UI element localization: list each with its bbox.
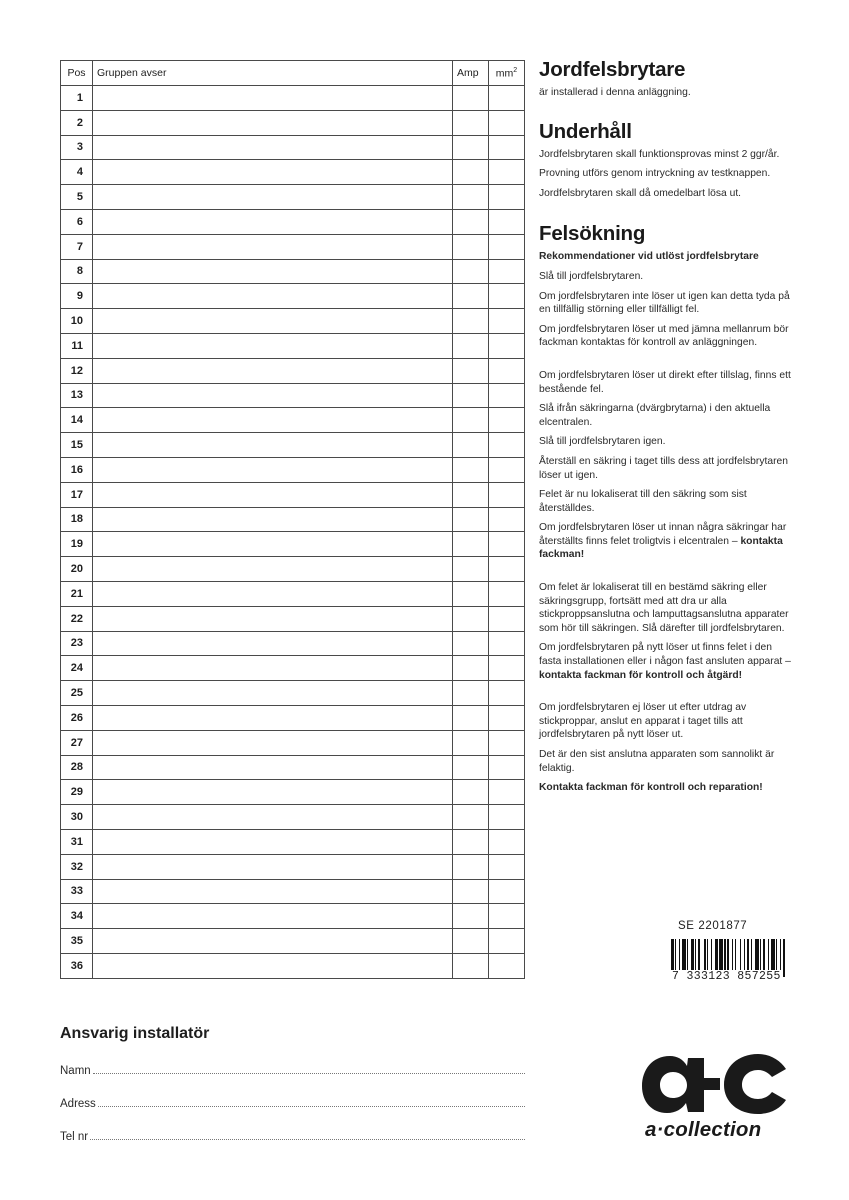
row-mm-cell[interactable] [489,383,525,408]
row-amp-cell[interactable] [453,309,489,334]
troubleshoot-p2: Om jordfelsbrytaren inte löser ut igen kan detta tyda på en tillfällig störning eller tillfälligt fel. [539,290,790,316]
installer-phone-field[interactable] [60,1127,525,1143]
maintenance-p1: Jordfelsbrytaren skall funktionsprovas minst 2 ggr/år. [539,148,780,160]
table-row [61,383,525,408]
troubleshoot-p9 [539,521,794,562]
row-pos: 32 [61,854,93,879]
row-group-cell[interactable] [93,953,453,978]
row-mm-cell[interactable] [489,309,525,334]
row-mm-cell[interactable] [489,110,525,135]
row-group-cell[interactable] [93,606,453,631]
row-mm-cell[interactable] [489,135,525,160]
table-row [61,557,525,582]
row-pos: 3 [61,135,93,160]
rcd-title: Jordfelsbrytare [539,58,686,81]
row-group-cell[interactable] [93,507,453,532]
row-amp-cell[interactable] [453,259,489,284]
troubleshoot-p4: Om jordfelsbrytaren löser ut direkt efter tillslag, finns ett bestående fel. [539,369,791,395]
row-mm-cell[interactable] [489,929,525,954]
installer-name-line[interactable] [93,1073,525,1074]
row-amp-cell[interactable] [453,681,489,706]
row-amp-cell[interactable] [453,780,489,805]
header-mm-superscript: 2 [513,66,518,74]
logo-c-shape [724,1054,786,1114]
table-row [61,681,525,706]
row-group-cell[interactable] [93,333,453,358]
row-group-cell[interactable] [93,408,453,433]
row-pos: 17 [61,482,93,507]
row-pos: 24 [61,656,93,681]
table-row [61,780,525,805]
troubleshoot-p9-text: Om jordfelsbrytaren löser ut innan några säkringar har återställts finns felet troligtvis i elcentralen – [539,522,787,547]
row-amp-cell[interactable] [453,656,489,681]
row-amp-cell[interactable] [453,482,489,507]
row-group-cell[interactable] [93,383,453,408]
table-row [61,904,525,929]
row-pos: 31 [61,829,93,854]
row-amp-cell[interactable] [453,705,489,730]
row-group-cell[interactable] [93,656,453,681]
row-pos: 26 [61,705,93,730]
table-row [61,730,525,755]
row-group-cell[interactable] [93,755,453,780]
row-pos: 36 [61,953,93,978]
table-row [61,433,525,458]
rcd-text: är installerad i denna anläggning. [539,87,691,98]
row-pos: 28 [61,755,93,780]
troubleshoot-p1: Slå till jordfelsbrytaren. [539,270,644,282]
row-mm-cell[interactable] [489,681,525,706]
row-amp-cell[interactable] [453,457,489,482]
barcode-digits [671,970,787,983]
row-amp-cell[interactable] [453,284,489,309]
row-amp-cell[interactable] [453,234,489,259]
row-group-cell[interactable] [93,805,453,830]
row-mm-cell[interactable] [489,482,525,507]
row-mm-cell[interactable] [489,507,525,532]
troubleshoot-p11 [539,641,794,682]
row-mm-cell[interactable] [489,705,525,730]
row-group-cell[interactable] [93,358,453,383]
row-mm-cell[interactable] [489,606,525,631]
table-row [61,879,525,904]
row-pos: 13 [61,383,93,408]
troubleshoot-p10: Om felet är lokaliserat till en bestämd säkring eller säkringsgrupp, fortsätt med att dra ur alla stickproppsanslutna och lamputtagsanslutna apparater som hör till säkringen. Slå därefter till jordfelsbrytaren. [539,582,789,634]
row-amp-cell[interactable] [453,904,489,929]
row-amp-cell[interactable] [453,606,489,631]
row-pos: 5 [61,185,93,210]
row-pos: 11 [61,333,93,358]
row-mm-cell[interactable] [489,532,525,557]
row-mm-cell[interactable] [489,581,525,606]
table-row [61,259,525,284]
table-row [61,482,525,507]
row-group-cell[interactable] [93,904,453,929]
row-mm-cell[interactable] [489,185,525,210]
table-row [61,829,525,854]
installer-phone-line[interactable] [90,1139,525,1140]
row-mm-cell[interactable] [489,656,525,681]
row-mm-cell[interactable] [489,631,525,656]
header-mm [489,61,525,86]
row-amp-cell[interactable] [453,532,489,557]
row-group-cell[interactable] [93,234,453,259]
row-group-cell[interactable] [93,929,453,954]
troubleshoot-p9-bold: kontakta fackman! [539,535,783,561]
article-number: SE 2201877 [678,920,748,932]
installer-name-field[interactable] [60,1061,525,1077]
row-pos: 20 [61,557,93,582]
row-mm-cell[interactable] [489,953,525,978]
row-mm-cell[interactable] [489,904,525,929]
row-pos: 18 [61,507,93,532]
row-mm-cell[interactable] [489,358,525,383]
row-mm-cell[interactable] [489,457,525,482]
header-pos: Pos [61,61,93,86]
table-row [61,532,525,557]
circuit-rows [61,86,525,979]
row-mm-cell[interactable] [489,879,525,904]
barcode [671,939,787,989]
table-row [61,209,525,234]
maintenance-title: Underhåll [539,119,632,143]
row-pos: 25 [61,681,93,706]
header-mm-unit: mm [495,67,514,80]
row-pos: 22 [61,606,93,631]
row-pos: 1 [61,86,93,111]
row-amp-cell[interactable] [453,631,489,656]
row-mm-cell[interactable] [489,160,525,185]
table-row [61,631,525,656]
row-mm-cell[interactable] [489,209,525,234]
troubleshoot-p13: Det är den sist anslutna apparaten som sannolikt är felaktig. [539,749,775,774]
troubleshoot-p7: Återställ en säkring i taget tills dess att jordfelsbrytaren löser ut igen. [539,455,788,481]
table-row [61,234,525,259]
logo-dash [702,1078,720,1090]
row-pos: 33 [61,879,93,904]
row-group-cell[interactable] [93,557,453,582]
troubleshoot-p11-bold: kontakta fackman för kontroll och åtgärd! [539,669,743,681]
installer-title: Ansvarig installatör [60,1025,210,1042]
table-header-row [61,61,525,86]
row-amp-cell[interactable] [453,383,489,408]
row-amp-cell[interactable] [453,879,489,904]
row-group-cell[interactable] [93,780,453,805]
row-amp-cell[interactable] [453,135,489,160]
row-amp-cell[interactable] [453,160,489,185]
row-group-cell[interactable] [93,581,453,606]
header-amp: Amp [453,61,489,86]
row-group-cell[interactable] [93,209,453,234]
table-row [61,656,525,681]
table-row [61,408,525,433]
row-amp-cell[interactable] [453,209,489,234]
table-row [61,110,525,135]
row-pos: 4 [61,160,93,185]
row-amp-cell[interactable] [453,185,489,210]
row-pos: 16 [61,457,93,482]
table-row [61,953,525,978]
row-group-cell[interactable] [93,482,453,507]
logo-a-shape [642,1056,704,1113]
row-pos: 35 [61,929,93,954]
row-pos: 12 [61,358,93,383]
row-amp-cell[interactable] [453,730,489,755]
row-pos: 15 [61,433,93,458]
row-group-cell[interactable] [93,532,453,557]
row-pos: 23 [61,631,93,656]
row-amp-cell[interactable] [453,86,489,111]
troubleshoot-p14: Kontakta fackman för kontroll och reparation! [539,782,763,794]
circuit-table [60,60,525,979]
row-amp-cell[interactable] [453,433,489,458]
row-mm-cell[interactable] [489,259,525,284]
row-mm-cell[interactable] [489,829,525,854]
row-pos: 30 [61,805,93,830]
row-group-cell[interactable] [93,457,453,482]
row-pos: 21 [61,581,93,606]
row-amp-cell[interactable] [453,929,489,954]
row-group-cell[interactable] [93,135,453,160]
row-group-cell[interactable] [93,631,453,656]
row-group-cell[interactable] [93,433,453,458]
table-row [61,929,525,954]
row-pos: 2 [61,110,93,135]
table-row [61,135,525,160]
row-pos: 8 [61,259,93,284]
row-mm-cell[interactable] [489,408,525,433]
troubleshoot-p6: Slå till jordfelsbrytaren igen. [539,436,666,448]
info-column [539,58,794,795]
troubleshoot-p12: Om jordfelsbrytaren ej löser ut efter utdrag av stickproppar, anslut en apparat i taget tills att jordfelsbrytaren på nytt löser ut. [539,702,747,741]
table-row [61,805,525,830]
table-row [61,705,525,730]
troubleshoot-p11-text: Om jordfelsbrytaren på nytt löser ut finns felet i den fasta installationen eller i någon fast ansluten apparat – [539,642,791,668]
row-pos: 7 [61,234,93,259]
row-group-cell[interactable] [93,110,453,135]
row-group-cell[interactable] [93,681,453,706]
table-row [61,86,525,111]
row-amp-cell[interactable] [453,507,489,532]
troubleshoot-p3: Om jordfelsbrytaren löser ut med jämna mellanrum bör fackman kontaktas för kontroll av anläggningen. [539,323,789,349]
row-mm-cell[interactable] [489,557,525,582]
row-pos: 9 [61,284,93,309]
row-amp-cell[interactable] [453,805,489,830]
troubleshoot-p5: Slå ifrån säkringarna (dvärgbrytarna) i den aktuella elcentralen. [539,403,771,428]
installer-address-line[interactable] [98,1106,525,1107]
table-row [61,457,525,482]
installer-phone-label: Tel nr [60,1131,89,1143]
installer-address-field[interactable] [60,1094,525,1110]
row-pos: 19 [61,532,93,557]
table-row [61,309,525,334]
row-group-cell[interactable] [93,705,453,730]
row-pos: 27 [61,730,93,755]
header-group: Gruppen avser [93,61,453,86]
row-mm-cell[interactable] [489,86,525,111]
table-row [61,606,525,631]
row-mm-cell[interactable] [489,333,525,358]
row-group-cell[interactable] [93,259,453,284]
row-mm-cell[interactable] [489,730,525,755]
row-amp-cell[interactable] [453,333,489,358]
troubleshoot-p8: Felet är nu lokaliserat till den säkring som sist återställdes. [539,489,747,514]
barcode-digits-text: 7 333123 857255 [672,970,781,983]
row-amp-cell[interactable] [453,408,489,433]
table-row [61,333,525,358]
row-amp-cell[interactable] [453,755,489,780]
maintenance-p3: Jordfelsbrytaren skall då omedelbart lösa ut. [539,187,742,199]
installer-name-label: Namn [60,1065,91,1077]
row-amp-cell[interactable] [453,110,489,135]
row-amp-cell[interactable] [453,829,489,854]
row-amp-cell[interactable] [453,953,489,978]
troubleshooting-title: Felsökning [539,222,646,246]
row-group-cell[interactable] [93,879,453,904]
row-group-cell[interactable] [93,160,453,185]
installer-address-label: Adress [60,1098,96,1110]
row-group-cell[interactable] [93,284,453,309]
row-mm-cell[interactable] [489,234,525,259]
row-group-cell[interactable] [93,829,453,854]
row-pos: 34 [61,904,93,929]
row-amp-cell[interactable] [453,358,489,383]
logo-wordmark: a·collection [645,1118,762,1141]
row-pos: 29 [61,780,93,805]
row-pos: 6 [61,209,93,234]
table-row [61,581,525,606]
table-row [61,854,525,879]
row-mm-cell[interactable] [489,780,525,805]
row-group-cell[interactable] [93,854,453,879]
row-pos: 10 [61,309,93,334]
row-amp-cell[interactable] [453,854,489,879]
maintenance-p2: Provning utförs genom intryckning av testknappen. [539,168,771,180]
table-row [61,755,525,780]
row-group-cell[interactable] [93,730,453,755]
table-row [61,160,525,185]
row-mm-cell[interactable] [489,805,525,830]
table-row [61,358,525,383]
row-group-cell[interactable] [93,185,453,210]
row-amp-cell[interactable] [453,557,489,582]
recommend-heading: Rekommendationer vid utlöst jordfelsbrytare [539,251,759,263]
row-mm-cell[interactable] [489,755,525,780]
table-row [61,185,525,210]
row-group-cell[interactable] [93,86,453,111]
row-mm-cell[interactable] [489,284,525,309]
row-mm-cell[interactable] [489,854,525,879]
row-group-cell[interactable] [93,309,453,334]
table-row [61,507,525,532]
row-amp-cell[interactable] [453,581,489,606]
table-row [61,284,525,309]
row-mm-cell[interactable] [489,433,525,458]
row-pos: 14 [61,408,93,433]
